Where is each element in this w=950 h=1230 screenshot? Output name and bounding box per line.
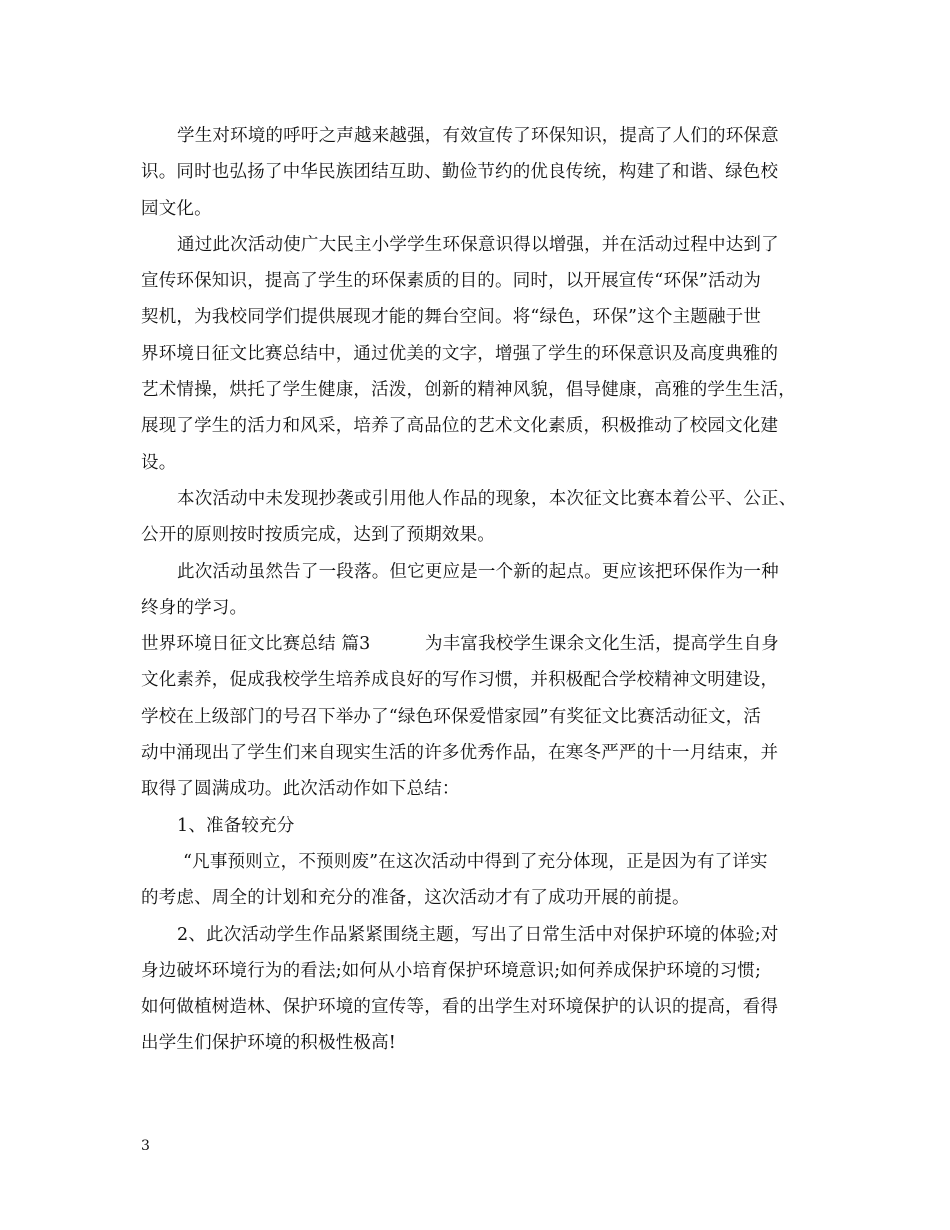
paragraph-line: 契机，为我校同学们提供展现才能的舞台空间。将“绿色，环保”这个主题融于世 [141,307,762,328]
paragraph-line: 如何做植树造林、保护环境的宣传等，看的出学生对环境保护的认识的提高，看得 [141,997,779,1018]
paragraph-line: 园文化。 [141,198,212,219]
paragraph-line: 此次活动虽然告了一段落。但它更应是一个新的起点。更应该把环保作为一种 [177,561,779,582]
paragraph-line: 学校在上级部门的号召下举办了“绿色环保爱惜家园”有奖征文比赛活动征文，活 [141,706,762,727]
paragraph-line: 出学生们保护环境的积极性极高! [141,1033,397,1054]
paragraph-line: 本次活动中未发现抄袭或引用他人作品的现象，本次征文比赛本着公平、公正、 [177,488,797,509]
paragraph-line: 的考虑、周全的计划和充分的准备，这次活动才有了成功开展的前提。 [141,888,690,909]
paragraph-line: 动中涌现出了学生们来自现实生活的许多优秀作品，在寒冬严严的十一月结束，并 [141,743,779,764]
paragraph-line: 宣传环保知识，提高了学生的环保素质的目的。同时，以开展宣传“环保”活动为 [141,271,762,292]
paragraph-line: 文化素养，促成我校学生培养成良好的写作习惯，并积极配合学校精神文明建设， [141,670,779,691]
paragraph-line: 身边破坏环境行为的看法;如何从小培育保护环境意识;如何养成保护环境的习惯; [141,960,762,981]
paragraph-line: 学生对环境的呼吁之声越来越强，有效宣传了环保知识，提高了人们的环保意 [177,126,779,146]
paragraph-line: 界环境日征文比赛总结中，通过优美的文字，增强了学生的环保意识及高度典雅的 [141,343,779,364]
section-heading-line [141,626,817,662]
paragraph-line: 设。 [141,452,177,473]
paragraph-line: 公开的原则按时按质完成，达到了预期效果。 [141,525,495,546]
paragraph-line: 取得了圆满成功。此次活动作如下总结： [141,779,460,800]
paragraph-line: 识。同时也弘扬了中华民族团结互助、勤俭节约的优良传统，构建了和谐、绿色校 [141,162,779,183]
section-heading: 世界环境日征文比赛总结 篇3 [141,634,371,655]
heading-paragraph-text: 为丰富我校学生课余文化生活，提高学生自身 [425,634,779,655]
document-body [141,118,817,1062]
paragraph-line: 展现了学生的活力和风采，培养了高品位的艺术文化素质，积极推动了校园文化建 [141,416,779,437]
paragraph-line: 2、此次活动学生作品紧紧围绕主题，写出了日常生活中对保护环境的体验;对 [177,924,779,945]
paragraph-line: 艺术情操，烘托了学生健康，活泼，创新的精神风貌，倡导健康，高雅的学生生活， [141,380,796,401]
page-number: 3 [141,1138,150,1154]
paragraph-line: “凡事预则立，不预则废”在这次活动中得到了充分体现，正是因为有了详实 [183,851,768,872]
paragraph-line: 通过此次活动使广大民主小学学生环保意识得以增强，并在活动过程中达到了 [177,234,779,255]
list-item-heading: 1、准备较充分 [177,815,295,836]
paragraph-line: 终身的学习。 [141,597,248,618]
